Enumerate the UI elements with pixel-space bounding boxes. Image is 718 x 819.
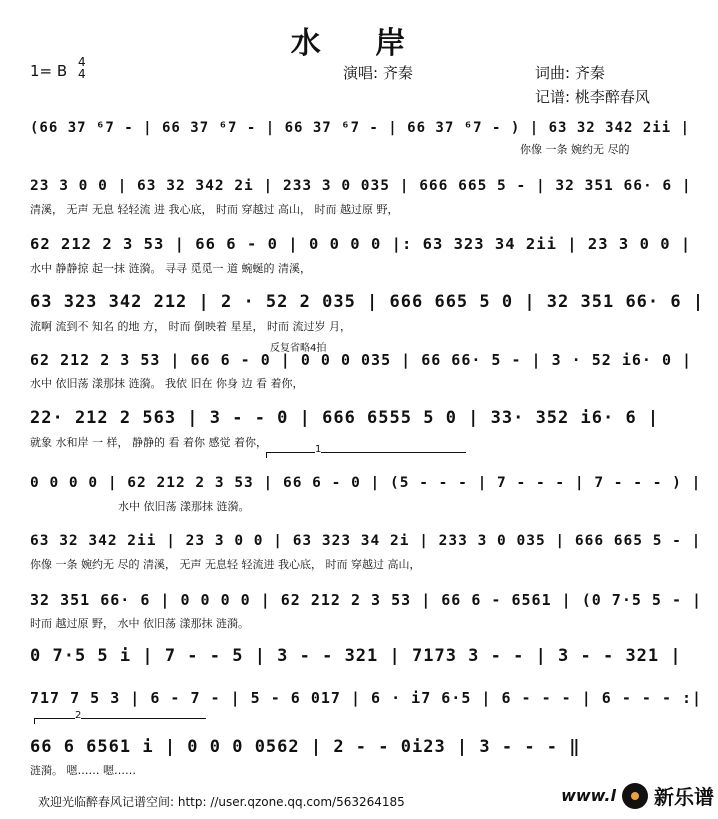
- score-line: 62 212 2 3 53 | 66 6 - 0 | 0 0 0 035 | 66 66· 5 - | 3 · 52 i6· 0 |: [30, 351, 693, 369]
- score-line: 0 7·5 5 i | 7 - - 5 | 3 - - 321 | 7173 3 - - | 3 - - 321 |: [30, 646, 682, 666]
- score-line: 22· 212 2 563 | 3 - - 0 | 666 6555 5 0 | 33· 352 i6· 6 |: [30, 408, 660, 428]
- meter-bottom: 4: [78, 67, 86, 81]
- song-title: 水 岸: [290, 26, 428, 61]
- score-line: 63 323 342 212 | 2 · 52 2 035 | 666 665 5 0 | 32 351 66· 6 |: [30, 292, 705, 312]
- singer-credit: 演唱: 齐秦: [343, 64, 413, 82]
- volta-1-marker: [266, 444, 466, 458]
- score-line: 0 0 0 0 | 62 212 2 3 53 | 66 6 - 0 | (5 - - - | 7 - - - | 7 - - - ) |: [30, 475, 702, 491]
- meter-top: 4: [78, 55, 86, 69]
- score-line: 63 32 342 2ii | 23 3 0 0 | 63 323 34 2i | 233 3 0 035 | 666 665 5 - |: [30, 533, 702, 549]
- score-line: (66 37 ⁶7 - | 66 37 ⁶7 - | 66 37 ⁶7 - | 66 37 ⁶7 - ) | 63 32 342 2ii |: [30, 120, 691, 136]
- transcriber-credit: 记谱: 桃李醉春风: [535, 88, 650, 106]
- score-line: 23 3 0 0 | 63 32 342 2i | 233 3 0 035 | 666 665 5 - | 32 351 66· 6 |: [30, 178, 692, 194]
- lyric-line: 水中 依旧荡 漾那抹 涟漪。: [118, 500, 250, 513]
- vinyl-disc-icon: [622, 783, 648, 809]
- score-line: 62 212 2 3 53 | 66 6 - 0 | 0 0 0 0 |: 63 323 34 2ii | 23 3 0 0 |: [30, 235, 692, 253]
- lyric-line: 你像 一条 婉约无 尽的 清溪， 无声 无息轻 轻流进 我心底， 时而 穿越过 高山，: [30, 558, 421, 571]
- lyric-line: 清溪， 无声 无息 轻轻流 进 我心底， 时而 穿越过 高山， 时而 越过原 野，: [30, 203, 399, 216]
- volta-1-label: 1: [315, 444, 322, 455]
- brand-name: 新乐谱: [654, 785, 714, 809]
- lyric-line: 水中 静静掠 起一抹 涟漪。 寻寻 觅觅一 道 蜿蜒的 清溪，: [30, 262, 311, 275]
- lyric-line: 就象 水和岸 一 样， 静静的 看 着你 感觉 着你，: [30, 436, 267, 449]
- repeat-note: 反复省略4拍: [270, 343, 327, 354]
- lyric-line: 你像 一条 婉约无 尽的: [520, 143, 630, 156]
- lyric-line: 时而 越过原 野， 水中 依旧荡 漾那抹 涟漪。: [30, 617, 249, 630]
- score-line: 66 6 6561 i | 0 0 0 0562 | 2 - - 0i23 | 3 - - - ‖: [30, 737, 581, 757]
- key-signature: 1= B: [30, 62, 68, 80]
- footer-text: 欢迎光临醉春风记谱空间: http: //user.qzone.qq.com/563264185: [38, 795, 405, 809]
- lyric-line: 流啊 流到不 知名 的地 方， 时而 倒映着 星星， 时而 流过岁 月，: [30, 320, 351, 333]
- time-signature: [78, 56, 86, 80]
- composer-credit: 词曲: 齐秦: [535, 64, 605, 82]
- score-line: 32 351 66· 6 | 0 0 0 0 | 62 212 2 3 53 | 66 6 - 6561 | (0 7·5 5 - |: [30, 591, 703, 609]
- volta-2-label: 2: [75, 710, 82, 721]
- score-line: 717 7 5 3 | 6 - 7 - | 5 - 6 017 | 6 · i7 6·5 | 6 - - - | 6 - - - :|: [30, 689, 703, 707]
- brand-logo: [561, 781, 714, 810]
- lyric-line: 水中 依旧荡 漾那抹 涟漪。 我依 旧在 你身 边 看 着你，: [30, 377, 304, 390]
- volta-2-marker: [34, 710, 206, 724]
- brand-www: www.l: [561, 786, 616, 805]
- lyric-line: 涟漪。 嗯…… 嗯……: [30, 764, 136, 777]
